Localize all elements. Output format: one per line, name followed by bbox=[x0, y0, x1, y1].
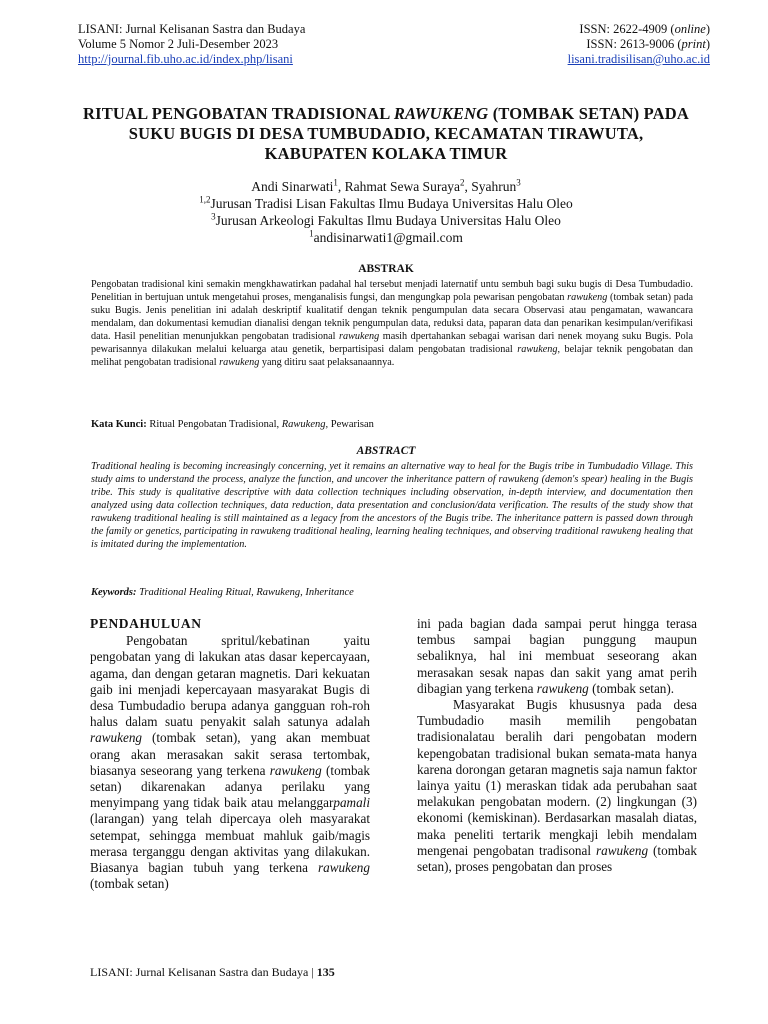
keywords-label: Keywords: bbox=[91, 587, 137, 598]
abstract-text: Traditional healing is becoming increasingly concerning, yet it remains an alternative way to heal for the Bugis tribe in Tumbudadio Village. This study aims to understand the process, analyze the function, and uncover the inheritance pattern of rawukeng (demon's spear) healing in the Bugis tribe. This study is qualitative descriptive with data collection techniques including observation, in-depth interview, and documentation then analyzed using data collection techniques, data reduction, data presentation and conclusion/data verification. The results of the study show that rawukeng traditional healing is still maintained as a legacy from the ancestors of the Bugis tribe. The inheritance pattern is passed down through the family or genetics, participating in rawukeng traditional healing, learning healing techniques, and observing traditional rawukeng healing that is imitated during the implementation. bbox=[91, 461, 693, 550]
p1-seg-4: (larangan) yang telah dipercaya oleh masyarakat setempat, sehingga membuat mahluk gaib/magis merasa terganggu dengan aktivitas yang dilakukan. Biasanya bagian tubuh yang terkena bbox=[90, 811, 370, 876]
issn-online: ISSN: 2622-4909 (online) bbox=[579, 22, 710, 36]
author-1-sup: 1 bbox=[333, 177, 338, 188]
abstrak-term-4: rawukeng bbox=[219, 357, 260, 368]
author-2-sup: 2 bbox=[460, 177, 465, 188]
abstrak-seg-1: Pengobatan tradisional kini semakin mengkhawatirkan padahal hal tersebut menjadi laternatif untu sembuh bagi suku bugis di Desa Tumbudadio. Penelitian in bertujuan untuk mengetahui proses, menganalisis fungsi, dan mengungkap pola pewarisan pengobatan bbox=[91, 279, 693, 303]
affiliation-2 bbox=[80, 212, 692, 229]
abstrak-term-3: rawukeng bbox=[517, 344, 558, 355]
author-3-sup: 3 bbox=[516, 177, 521, 188]
author-email bbox=[80, 229, 692, 246]
affiliation-2-text: Jurusan Arkeologi Fakultas Ilmu Budaya Universitas Halu Oleo bbox=[215, 213, 561, 228]
issn-print: ISSN: 2613-9006 (print) bbox=[586, 37, 710, 51]
title-part-1: RITUAL PENGOBATAN TRADISIONAL bbox=[82, 104, 394, 123]
affiliation-1 bbox=[80, 195, 692, 212]
page-number: 135 bbox=[316, 965, 335, 979]
p2-seg-1: Masyarakat Bugis khususnya pada desa Tumbudadio masih memilih pengobatan tradisionalatau beralih dari pengobatan modern kepengobatan tradisional bukan semata-mata hanya karena dorongan getaran magnetis saja namun faktor lainya yaitu (1) meraskan tidak ada perubahan saat melakukan pengobatan modern. (2) lingkungan (3) ekonomi (kemiskinan). Berdasarkan masalah diatas, maka peneliti tertarik mengkaji lebih mendalam mengenai pengobatan tradisonal bbox=[417, 697, 697, 858]
journal-name: LISANI: Jurnal Kelisanan Sastra dan Budaya bbox=[78, 22, 306, 36]
p1-seg-3: (tombak setan) dikarenakan adanya perilaku yang menyimpang yang tidak baik atau melanggar bbox=[90, 762, 370, 811]
kata-kunci-term: Rawukeng, bbox=[281, 419, 329, 430]
abstrak-heading: ABSTRAK bbox=[358, 263, 414, 275]
r1-seg-2: (tombak setan). bbox=[588, 680, 675, 696]
footer-journal: LISANI: Jurnal Kelisanan Sastra dan Budaya | bbox=[90, 965, 317, 979]
journal-email-link[interactable]: lisani.tradisilisan@uho.ac.id bbox=[567, 52, 710, 66]
abstrak-seg-5: yang ditiru saat pelaksanaannya. bbox=[259, 357, 395, 368]
affiliation-1-sup: 1,2 bbox=[199, 194, 211, 205]
paragraph-1 bbox=[90, 633, 370, 892]
abstrak-term-2: rawukeng bbox=[339, 331, 380, 342]
issn-print-text: ISSN: 2613-9006 ( bbox=[586, 37, 682, 51]
p2-seg-2: (tombak setan), proses pengobatan dan proses bbox=[417, 842, 697, 875]
title-italic: RAWUKENG bbox=[393, 104, 489, 123]
issn-print-tag: print bbox=[681, 37, 706, 51]
kata-kunci-label: Kata Kunci: bbox=[91, 419, 147, 430]
author-block bbox=[80, 178, 692, 246]
journal-header-left bbox=[78, 22, 305, 67]
abstrak-seg-2: (tombak setan) pada suku Bugis. Jenis penelitian ini adalah deskriptif kualitatif dengan teknik pengumpulan data secara Observasi atau pengamatan, wawancara mendalam, dan dokumentasi kemudian dianalisi dengan teknik pengumpulan data, reduksi data, paparan data dan penarikan kesimpulan/verifikasi data. Hasil penelitian menunjukkan pengobatan tradisional bbox=[91, 292, 693, 342]
issn-online-text: ISSN: 2622-4909 ( bbox=[579, 22, 675, 36]
p1-seg-1: Pengobatan spritul/kebatinan yaitu pengobatan yang di lakukan atas dasar kepercayaan, agama, dan dengan getaran magnetis. Dari kekuatan gaib ini menjadi kepercayaan masyarakat Bugis di desa Tumbudadio berupa adanya gangguan roh-roh halus dalam suatu penyakit salah satunya adalah bbox=[90, 633, 370, 730]
r1-seg-1: ini pada bagian dada sampai perut hingga terasa tembus sampai bagian punggung maupun sebaliknya, hal ini membuat seseorang akan merasakan sesak napas dan sakit yang amat perih dibagian yang terkena bbox=[417, 616, 697, 696]
p1-term-3: pamali bbox=[333, 795, 370, 811]
kata-kunci-seg-2: Pewarisan bbox=[328, 419, 374, 430]
affiliation-1-text: Jurusan Tradisi Lisan Fakultas Ilmu Budaya Universitas Halu Oleo bbox=[210, 196, 573, 211]
body-column-right bbox=[417, 616, 697, 875]
abstrak-seg-4: , belajar teknik pengobatan dan melihat pengobatan tradisional bbox=[91, 344, 694, 368]
body-column-left bbox=[90, 616, 370, 892]
p1-term-2: rawukeng bbox=[269, 762, 322, 778]
p1-seg-5: (tombak setan) bbox=[90, 876, 169, 892]
abstrak-term-1: rawukeng bbox=[567, 292, 608, 303]
p1-seg-2: (tombak setan), yang akan membuat orang akan merasakan sakit serasa tertombak, biasanya seseorang yang terkena bbox=[90, 730, 370, 778]
abstract-heading: ABSTRACT bbox=[356, 445, 416, 457]
paper-title bbox=[80, 104, 692, 164]
keywords-text: Traditional Healing Ritual, Rawukeng, Inheritance bbox=[136, 587, 354, 598]
paragraph-2 bbox=[417, 697, 697, 875]
title-part-2: (TOMBAK SETAN) PADA SUKU BUGIS DI DESA TUMBUDADIO, KECAMATAN TIRAWUTA, KABUPATEN KOLAKA TIMUR bbox=[128, 104, 690, 163]
journal-url-link[interactable]: http://journal.fib.uho.ac.id/index.php/lisani bbox=[78, 52, 293, 66]
issn-online-tag: online bbox=[674, 22, 706, 36]
author-1: Andi Sinarwati bbox=[251, 179, 334, 194]
section-heading: PENDAHULUAN bbox=[90, 616, 202, 631]
journal-header-right bbox=[568, 22, 710, 67]
volume-info: Volume 5 Nomor 2 Juli-Desember 2023 bbox=[78, 37, 279, 51]
p1-term-4: rawukeng bbox=[317, 860, 370, 876]
r1-term-1: rawukeng bbox=[536, 680, 589, 696]
author-2: , Rahmat Sewa Suraya bbox=[337, 179, 461, 194]
p2-term-1: rawukeng bbox=[596, 842, 649, 858]
author-names bbox=[80, 178, 692, 195]
affiliation-2-sup: 3 bbox=[211, 211, 216, 222]
email-sup: 1 bbox=[309, 228, 314, 239]
page-footer bbox=[90, 965, 335, 980]
email-text: andisinarwati1@gmail.com bbox=[313, 230, 463, 245]
keywords bbox=[91, 586, 693, 599]
author-3: , Syahrun bbox=[464, 179, 517, 194]
p1-term-1: rawukeng bbox=[90, 730, 143, 746]
kata-kunci-seg-1: Ritual Pengobatan Tradisional, bbox=[146, 419, 282, 430]
abstrak-seg-3: masih dpertahankan sebagai warisan dari nenek moyang suku Bugis. Pola pewarisannya dilakukan melalui keluarga atau genetik, berpartisipasi dalam pengobatan tradisional bbox=[91, 331, 693, 355]
abstrak-text bbox=[91, 278, 693, 369]
paragraph-1-continued bbox=[417, 616, 697, 697]
kata-kunci bbox=[91, 418, 693, 431]
